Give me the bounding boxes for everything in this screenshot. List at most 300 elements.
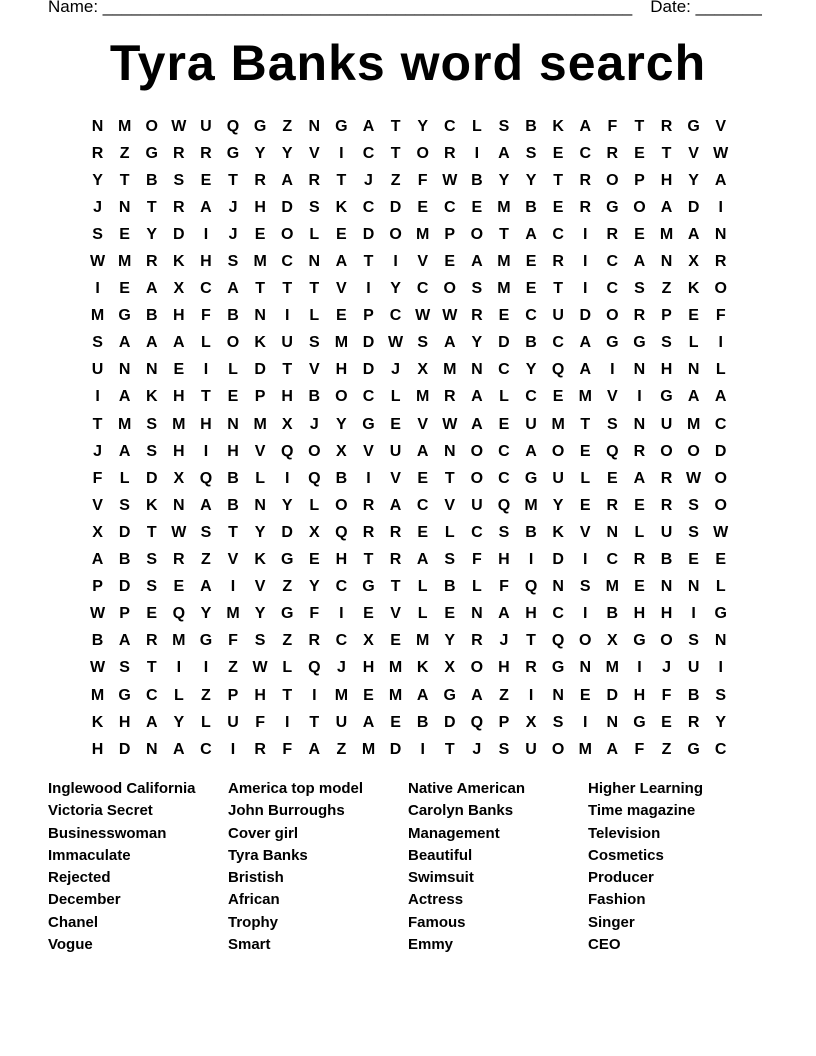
grid-letter: B [118,551,131,569]
grid-letter: L [688,334,699,352]
grid-letter: Y [525,171,537,189]
grid-letter: R [145,253,158,271]
grid-letter: N [633,361,646,379]
grid-letter: O [551,740,565,758]
grid-letter: C [145,686,158,704]
grid-letter: T [580,415,591,433]
grid-letter: W [89,253,106,271]
grid-letter: I [284,307,290,325]
grid-letter: V [417,253,428,271]
grid-letter: I [95,280,100,298]
grid-letter: G [660,388,673,406]
grid-letter: S [92,225,103,243]
grid-letter: Q [335,523,348,541]
grid-letter: A [118,442,131,460]
grid-letter: A [714,388,727,406]
grid-row [84,140,734,167]
grid-letter: M [226,605,240,623]
word-item: CEO [588,936,621,954]
grid-letter: E [579,686,591,704]
grid-letter: B [335,469,348,487]
grid-letter: M [388,686,403,704]
grid-letter: O [470,659,484,677]
grid-letter: W [388,334,404,352]
grid-letter: E [390,713,401,731]
grid-letter: O [470,469,484,487]
grid-row [84,682,734,709]
grid-letter: Y [498,171,510,189]
grid-letter: N [254,307,266,325]
grid-letter: O [226,334,240,352]
grid-letter: H [200,253,212,271]
grid-letter: T [553,280,564,298]
grid-letter: A [471,415,483,433]
grid-letter: H [525,605,537,623]
grid-letter: B [416,713,429,731]
grid-letter: Z [390,171,401,189]
grid-letter: P [363,307,374,325]
grid-letter: B [227,469,239,487]
grid-letter: R [633,442,646,460]
grid-letter: E [363,605,374,623]
grid-letter: Q [308,469,321,487]
grid-letter: K [254,551,266,569]
grid-letter: X [92,523,103,541]
grid-letter: A [173,740,185,758]
grid-letter: T [228,523,238,541]
grid-letter: E [390,415,401,433]
grid-letter: W [252,659,268,677]
grid-letter: D [498,334,510,352]
grid-letter: E [254,225,266,243]
grid-letter: I [528,551,534,569]
grid-letter: A [416,551,429,569]
grid-letter: A [416,686,429,704]
grid-letter: E [661,713,672,731]
grid-letter: I [366,469,371,487]
grid-letter: H [362,659,375,677]
grid-letter: S [688,632,699,650]
grid-letter: U [660,415,673,433]
grid-letter: E [552,388,564,406]
grid-letter: E [417,198,428,216]
grid-letter: A [633,469,646,487]
word-item: Native American [408,780,525,797]
grid-letter: E [634,578,645,596]
grid-letter: P [119,605,130,623]
grid-letter: A [389,496,402,514]
grid-letter: T [255,280,265,298]
grid-letter: O [660,632,673,650]
grid-row [84,465,734,492]
grid-letter: H [254,198,266,216]
grid-letter: B [606,605,619,623]
grid-letter: P [661,307,672,325]
grid-letter: A [145,334,158,352]
header-line [48,0,762,17]
grid-letter: B [660,551,673,569]
grid-letter: T [309,280,320,298]
grid-letter: Y [146,225,158,243]
grid-letter: I [474,144,480,162]
grid-letter: A [118,334,131,352]
grid-letter: M [172,632,186,650]
grid-letter: I [230,578,236,596]
grid-letter: W [442,307,458,325]
grid-letter: O [660,442,673,460]
grid-letter: C [362,144,375,162]
grid-letter: J [391,361,401,379]
grid-letter: A [335,253,348,271]
word-item: Tyra Banks [228,846,308,864]
grid-letter: T [390,578,401,596]
grid-letter: U [335,713,348,731]
grid-letter: B [145,307,158,325]
grid-letter: Z [201,686,211,704]
grid-letter: C [606,551,619,569]
grid-letter: E [525,280,537,298]
grid-letter: O [687,442,700,460]
grid-letter: G [714,605,727,623]
grid-letter: P [634,171,645,189]
grid-letter: S [634,280,645,298]
grid-letter: K [173,253,185,271]
grid-letter: W [89,659,106,677]
grid-letter: G [633,334,646,352]
grid-letter: D [714,442,727,460]
grid-letter: K [552,523,564,541]
grid-letter: R [91,144,104,162]
grid-letter: L [201,334,211,352]
name-field-label: Name: ________________________________________________________ [48,0,633,16]
grid-letter: S [688,523,699,541]
grid-letter: A [471,388,483,406]
grid-letter: E [634,496,645,514]
grid-letter: B [308,388,321,406]
grid-letter: L [471,117,482,135]
word-item: Inglewood California [48,780,196,797]
grid-letter: X [417,361,428,379]
grid-letter: T [119,171,130,189]
grid-letter: M [90,686,105,704]
grid-letter: I [420,740,425,758]
grid-letter: R [145,632,158,650]
grid-letter: C [362,388,375,406]
word-item: Rejected [48,869,111,887]
grid-letter: S [146,442,158,460]
grid-letter: L [173,686,184,704]
grid-letter: N [118,198,131,216]
grid-row [84,357,734,384]
grid-letter: R [389,551,402,569]
grid-letter: J [228,198,238,216]
grid-letter: Q [308,659,321,677]
grid-letter: E [688,551,699,569]
grid-letter: V [254,578,266,596]
grid-letter: N [660,253,673,271]
grid-letter: O [579,632,592,650]
grid-letter: E [417,523,428,541]
grid-letter: X [525,713,537,731]
word-column [408,778,588,956]
grid-letter: F [471,551,482,569]
grid-letter: V [606,388,618,406]
grid-letter: S [119,659,130,677]
grid-letter: M [578,388,592,406]
grid-letter: O [470,225,484,243]
grid-letter: D [687,198,700,216]
grid-letter: I [312,686,317,704]
grid-letter: D [118,523,131,541]
grid-letter: G [145,144,158,162]
grid-letter: N [714,225,727,243]
grid-letter: N [606,523,619,541]
grid-letter: A [579,361,592,379]
word-item: Famous [408,913,466,931]
grid-letter: C [200,280,212,298]
grid-letter: Q [226,117,240,135]
grid-letter: F [201,307,211,325]
grid-letter: E [336,307,347,325]
grid-letter: R [471,632,483,650]
grid-letter: U [687,659,700,677]
grid-letter: X [444,659,456,677]
grid-letter: T [390,117,401,135]
grid-letter: I [203,442,209,460]
grid-letter: B [91,632,104,650]
grid-letter: M [117,253,132,271]
grid-letter: B [227,307,239,325]
grid-letter: Y [200,605,212,623]
grid-letter: K [145,496,158,514]
grid-letter: K [552,117,564,135]
grid-letter: S [146,551,158,569]
grid-letter: G [335,117,348,135]
grid-letter: D [389,740,402,758]
grid-letter: W [442,415,458,433]
grid-letter: V [579,523,591,541]
grid-letter: M [90,307,105,325]
word-item: Immaculate [48,846,131,864]
grid-row [84,113,734,140]
grid-letter: O [470,442,484,460]
grid-letter: U [552,469,564,487]
grid-letter: S [579,578,591,596]
grid-letter: H [660,605,673,623]
grid-letter: N [254,496,266,514]
grid-letter: T [309,713,320,731]
grid-letter: P [444,225,456,243]
grid-letter: J [472,740,482,758]
grid-letter: X [336,442,347,460]
grid-letter: N [633,415,646,433]
grid-letter: W [442,171,458,189]
grid-letter: A [714,171,727,189]
grid-letter: M [416,632,430,650]
word-item: Beautiful [408,846,473,864]
grid-letter: J [228,225,238,243]
grid-letter: N [145,740,158,758]
grid-letter: N [91,117,104,135]
grid-row [84,519,734,546]
grid-letter: C [498,442,510,460]
grid-letter: O [335,496,348,514]
grid-letter: W [713,144,729,162]
grid-letter: R [714,253,727,271]
grid-row [84,438,734,465]
grid-letter: I [176,659,182,677]
grid-letter: R [579,171,592,189]
grid-letter: Z [282,578,293,596]
grid-letter: Y [254,523,266,541]
grid-letter: C [416,496,429,514]
grid-letter: R [173,144,185,162]
grid-letter: B [525,523,537,541]
grid-letter: A [227,280,239,298]
grid-letter: A [362,713,375,731]
grid-letter: R [173,551,185,569]
grid-letter: T [282,361,293,379]
grid-letter: N [579,659,592,677]
grid-letter: R [525,659,537,677]
grid-letter: J [662,659,671,677]
grid-letter: Q [551,361,565,379]
grid-letter: L [499,388,509,406]
grid-letter: X [606,632,618,650]
grid-letter: G [199,632,213,650]
grid-letter: J [309,415,319,433]
grid-letter: S [308,334,320,352]
grid-letter: F [282,740,293,758]
grid-letter: G [687,740,700,758]
word-item: Management [408,824,500,842]
grid-letter: H [633,686,646,704]
grid-letter: K [145,388,158,406]
grid-letter: E [634,144,645,162]
grid-letter: P [227,686,239,704]
grid-letter: S [498,740,510,758]
grid-letter: C [471,523,483,541]
grid-letter: I [339,605,344,623]
grid-letter: A [173,334,185,352]
grid-letter: A [362,117,375,135]
grid-row [84,221,734,248]
grid-letter: E [444,253,456,271]
grid-letter: X [281,415,293,433]
grid-letter: T [228,171,238,189]
grid-letter: R [687,713,700,731]
grid-letter: F [309,605,320,623]
grid-letter: I [637,659,642,677]
grid-letter: V [336,280,347,298]
grid-letter: T [661,144,672,162]
grid-row [84,736,734,763]
grid-letter: M [578,740,592,758]
grid-letter: M [497,198,511,216]
grid-letter: D [281,523,293,541]
word-item: Television [588,824,661,842]
word-item: Vogue [48,936,93,954]
grid-letter: Z [336,740,347,758]
grid-letter: T [282,280,293,298]
grid-letter: M [605,578,619,596]
grid-letter: I [583,551,588,569]
grid-letter: T [201,388,211,406]
grid-letter: R [443,144,456,162]
grid-letter: I [528,686,534,704]
grid-letter: U [525,415,537,433]
grid-letter: E [119,280,130,298]
grid-letter: I [718,198,723,216]
grid-letter: Z [228,659,238,677]
grid-letter: X [688,253,699,271]
grid-letter: M [659,225,674,243]
grid-letter: L [444,523,455,541]
grid-letter: N [471,605,483,623]
grid-letter: G [606,198,619,216]
grid-letter: F [92,469,103,487]
grid-letter: E [498,307,510,325]
grid-letter: E [444,605,456,623]
grid-letter: O [606,171,619,189]
grid-letter: U [471,496,483,514]
grid-letter: M [605,659,619,677]
grid-letter: S [146,415,158,433]
grid-letter: O [714,469,727,487]
grid-letter: H [173,307,185,325]
grid-letter: O [280,225,294,243]
grid-letter: T [390,144,401,162]
grid-letter: H [633,605,646,623]
grid-letter: I [718,659,723,677]
grid-letter: E [227,388,239,406]
grid-letter: H [173,442,185,460]
grid-letter: K [254,334,266,352]
grid-letter: M [334,686,349,704]
grid-letter: M [388,659,403,677]
grid-letter: E [119,225,130,243]
grid-letter: O [416,144,429,162]
grid-letter: V [308,144,320,162]
grid-letter: C [552,225,564,243]
grid-letter: C [335,632,348,650]
grid-letter: M [334,334,349,352]
grid-letter: I [691,605,696,623]
grid-letter: E [336,225,347,243]
grid-letter: E [146,605,158,623]
grid-letter: V [688,144,699,162]
grid-row [84,411,734,438]
page-title: Tyra Banks word search [109,35,707,91]
grid-letter: L [417,605,428,623]
grid-letter: T [444,469,455,487]
grid-letter: G [226,144,240,162]
grid-letter: I [284,713,290,731]
grid-letter: Y [417,117,428,135]
word-item: Emmy [408,936,454,954]
grid-letter: G [118,307,131,325]
grid-letter: T [146,523,157,541]
grid-letter: A [145,713,158,731]
grid-letter: Z [119,144,130,162]
grid-letter: S [146,578,158,596]
grid-letter: M [253,253,267,271]
grid-letter: U [281,334,293,352]
grid-letter: B [525,334,537,352]
grid-letter: N [714,632,727,650]
grid-letter: A [498,605,510,623]
grid-letter: G [551,659,565,677]
